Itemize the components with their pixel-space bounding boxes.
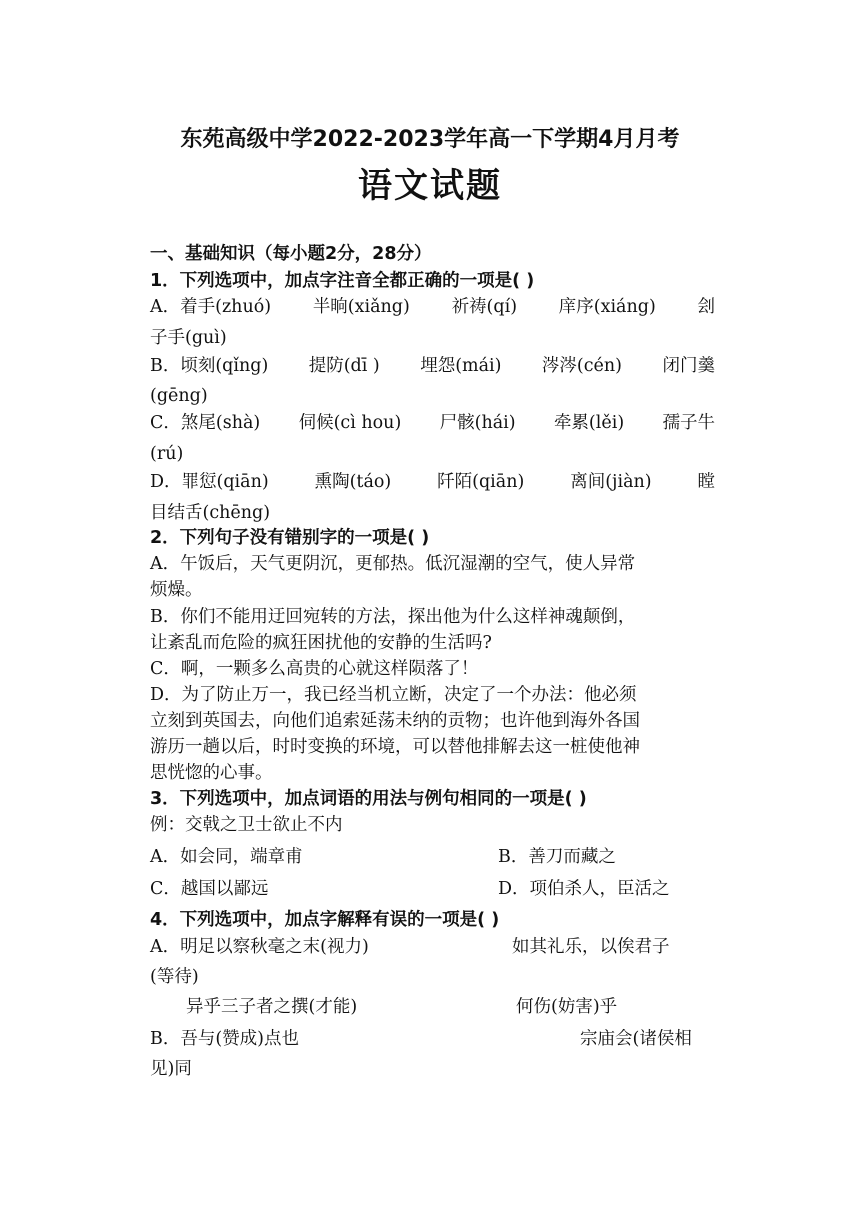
- q2-option-d-cont2: 游历一趟以后，时时变换的环境，可以替他排解去这一桩使他神: [150, 737, 640, 757]
- q2-option-b-cont: 让紊乱而危险的疯狂困扰他的安静的生活吗?: [150, 633, 492, 653]
- q1-d-3: 阡陌(qiān): [437, 472, 525, 492]
- q1-b-1: B．顷刻(qǐng): [150, 356, 269, 376]
- q1-c-4: 牵累(lěi): [553, 413, 625, 433]
- q2-option-d-cont3: 思恍惚的心事。: [150, 763, 273, 783]
- q1-c-5: 孺子牛: [662, 413, 715, 433]
- question-2-stem: 2．下列句子没有错别字的一项是( ): [150, 528, 430, 548]
- q4-option-a-right: 如其礼乐，以俟君子: [512, 937, 670, 957]
- q1-a-3: 祈祷(qí): [451, 297, 518, 317]
- q1-option-a: [150, 296, 715, 318]
- q1-d-1: D．罪愆(qiān): [150, 472, 269, 492]
- q3-example: 例：交戟之卫士欲止不内: [150, 815, 343, 835]
- q4-option-b-cont: 见)同: [150, 1059, 192, 1079]
- q1-option-d-cont: 目结舌(chēng): [150, 503, 271, 523]
- q4-option-a-cont: (等待): [150, 967, 199, 987]
- q1-option-b-cont: (gēng): [150, 386, 208, 406]
- q3-option-c: C．越国以鄙远: [150, 879, 269, 899]
- q1-option-d: [150, 471, 715, 493]
- q4-option-b-left: B．吾与(赞成)点也: [150, 1029, 300, 1049]
- subject-title: 语文试题: [358, 166, 502, 206]
- q2-option-c: C．啊，一颗多么高贵的心就这样陨落了！: [150, 659, 479, 679]
- q1-d-5: 瞠: [697, 472, 715, 492]
- question-4-stem: 4．下列选项中，加点字解释有误的一项是( ): [150, 910, 500, 930]
- question-3-stem: 3．下列选项中，加点词语的用法与例句相同的一项是( ): [150, 789, 587, 809]
- q1-a-2: 半晌(xiǎng): [312, 297, 410, 317]
- q1-a-5: 刽: [697, 297, 715, 317]
- q2-option-a: A．午饭后，天气更阴沉，更郁热。低沉湿潮的空气，使人异常: [150, 554, 636, 574]
- q1-c-1: C．煞尾(shà): [150, 413, 261, 433]
- section-heading: 一、基础知识（每小题2分，28分）: [150, 244, 432, 264]
- q1-b-4: 涔涔(cén): [541, 356, 623, 376]
- q3-option-b: B．善刀而藏之: [498, 847, 616, 867]
- q1-b-5: 闭门羹: [662, 356, 715, 376]
- q1-c-3: 尸骸(hái): [439, 413, 516, 433]
- q1-option-c: [150, 412, 715, 434]
- q3-option-a: A．如会同，端章甫: [150, 847, 303, 867]
- q4-option-a3-right: 何伤(妨害)乎: [516, 997, 618, 1017]
- q2-option-b: B．你们不能用迂回宛转的方法，探出他为什么这样神魂颠倒，: [150, 607, 636, 627]
- q1-c-2: 伺候(cì hou): [298, 413, 402, 433]
- q3-option-d: D．项伯杀人，臣活之: [498, 879, 670, 899]
- q1-b-3: 埋怨(mái): [420, 356, 502, 376]
- q1-option-a-cont: 子手(guì): [150, 328, 227, 348]
- q1-option-b: [150, 355, 715, 377]
- q2-option-a-cont: 烦燥。: [150, 580, 203, 600]
- question-1-stem: 1．下列选项中，加点字注音全都正确的一项是( ): [150, 271, 535, 291]
- q2-option-d-cont1: 立刻到英国去，向他们追索延荡未纳的贡物；也许他到海外各国: [150, 711, 640, 731]
- exam-title: 东苑高级中学2022-2023学年高一下学期4月月考: [180, 127, 680, 152]
- q1-option-c-cont: (rú): [150, 444, 184, 464]
- q1-a-1: A．着手(zhuó): [150, 297, 272, 317]
- q1-d-2: 熏陶(táo): [314, 472, 392, 492]
- q4-option-b-right: 宗庙会(诸侯相: [580, 1029, 692, 1049]
- q1-b-2: 提防(dī ): [308, 356, 380, 376]
- q4-option-a-left: A．明足以察秋毫之末(视力): [150, 937, 369, 957]
- q1-d-4: 离间(jiàn): [570, 472, 652, 492]
- q4-option-a3-left: 异乎三子者之撰(才能): [186, 997, 358, 1017]
- q2-option-d: D．为了防止万一，我已经当机立断，决定了一个办法：他必须: [150, 685, 637, 705]
- q1-a-4: 庠序(xiáng): [558, 297, 656, 317]
